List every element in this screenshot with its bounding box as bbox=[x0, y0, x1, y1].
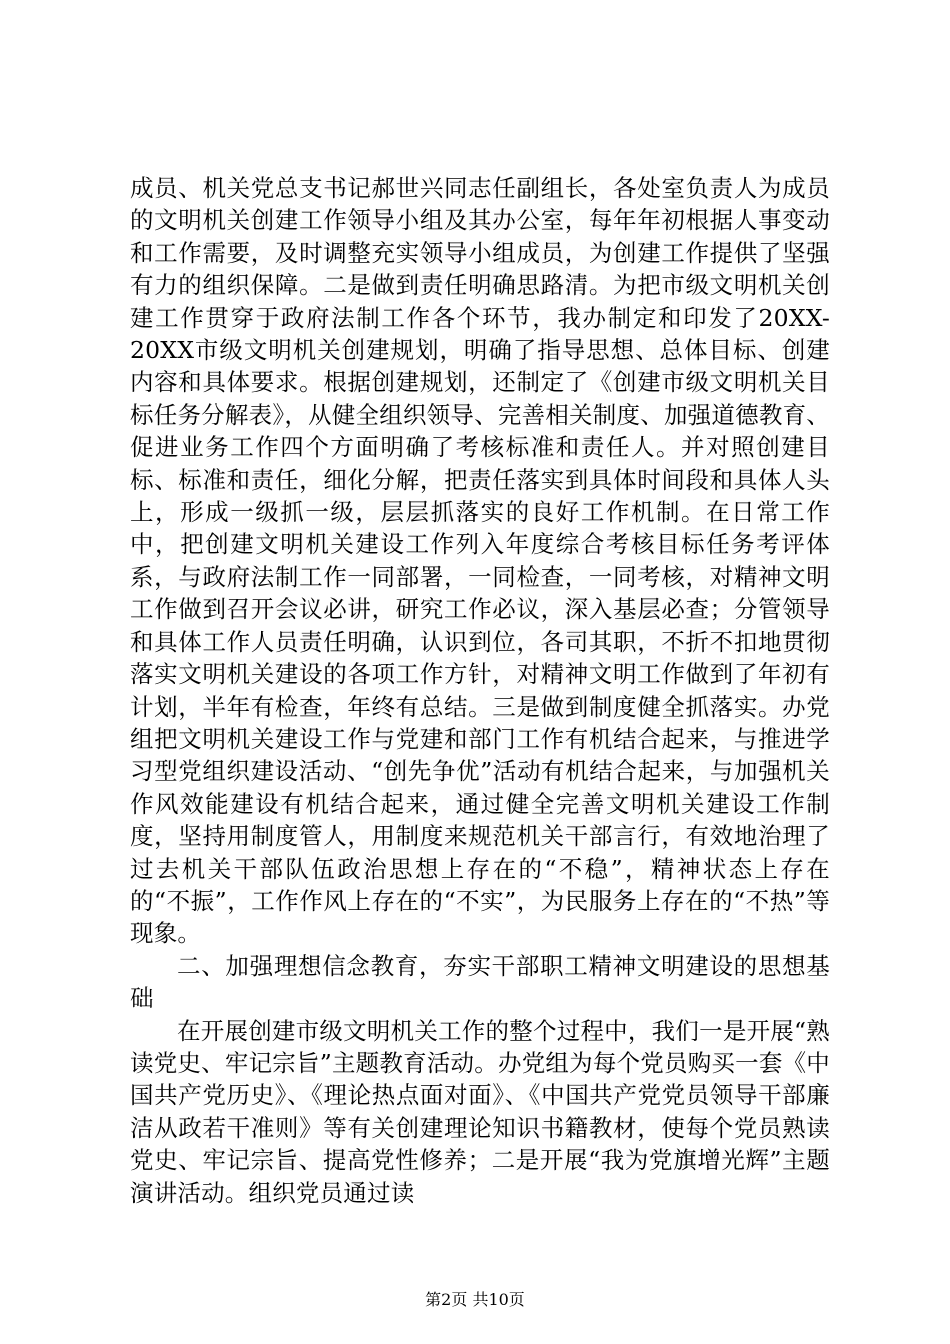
section-heading-2: 二、加强理想信念教育，夯实干部职工精神文明建设的思想基础 bbox=[130, 951, 830, 1013]
paragraph-3: 在开展创建市级文明机关工作的整个过程中，我们一是开展“熟读党史、牢记宗旨”主题教育活动。办党组为每个党员购买一套《中国共产党历史》、《理论热点面对面》、《中国共产党党员领导干部廉洁从政若干准则》等有关创建理论知识书籍教材，使每个党员熟读党史、牢记宗旨、提高党性修养；二是开展“我为党旗增光辉”主题演讲活动。组织党员通过读 bbox=[130, 1016, 830, 1207]
document-body bbox=[130, 172, 830, 1209]
page-footer: 第2页 共10页 bbox=[425, 1290, 525, 1309]
paragraph-1: 成员、机关党总支书记郝世兴同志任副组长，各处室负责人为成员的文明机关创建工作领导小组及其办公室，每年年初根据人事变动和工作需要，及时调整充实领导小组成员，为创建工作提供了坚强有力的组织保障。二是做到责任明确思路清。为把市级文明机关创建工作贯穿于政府法制工作各个环节，我办制定和印发了20XX-20XX市级文明机关创建规划，明确了指导思想、总体目标、创建内容和具体要求。根据创建规划，还制定了《创建市级文明机关目标任务分解表》，从健全组织领导、完善相关制度、加强道德教育、促进业务工作四个方面明确了考核标准和责任人。并对照创建目标、标准和责任，细化分解，把责任落实到具体时间段和具体人头上，形成一级抓一级，层层抓落实的良好工作机制。在日常工作中，把创建文明机关建设工作列入年度综合考核目标任务考评体系，与政府法制工作一同部署，一同检查，一同考核，对精神文明工作做到召开会议必讲，研究工作必议，深入基层必查；分管领导和具体工作人员责任明确，认识到位，各司其职，不折不扣地贯彻落实文明机关建设的各项工作方针，对精神文明工作做到了年初有计划，半年有检查，年终有总结。三是做到制度健全抓落实。办党组把文明机关建设工作与党建和部门工作有机结合起来，与推进学习型党组织建设活动、“创先争优”活动有机结合起来，与加强机关作风效能建设有机结合起来，通过健全完善文明机关建设工作制度，坚持用制度管人，用制度来规范机关干部言行，有效地治理了过去机关干部队伍政治思想上存在的“不稳”，精神状态上存在的“不振”，工作作风上存在的“不实”，为民服务上存在的“不热”等现象。 bbox=[130, 174, 830, 948]
